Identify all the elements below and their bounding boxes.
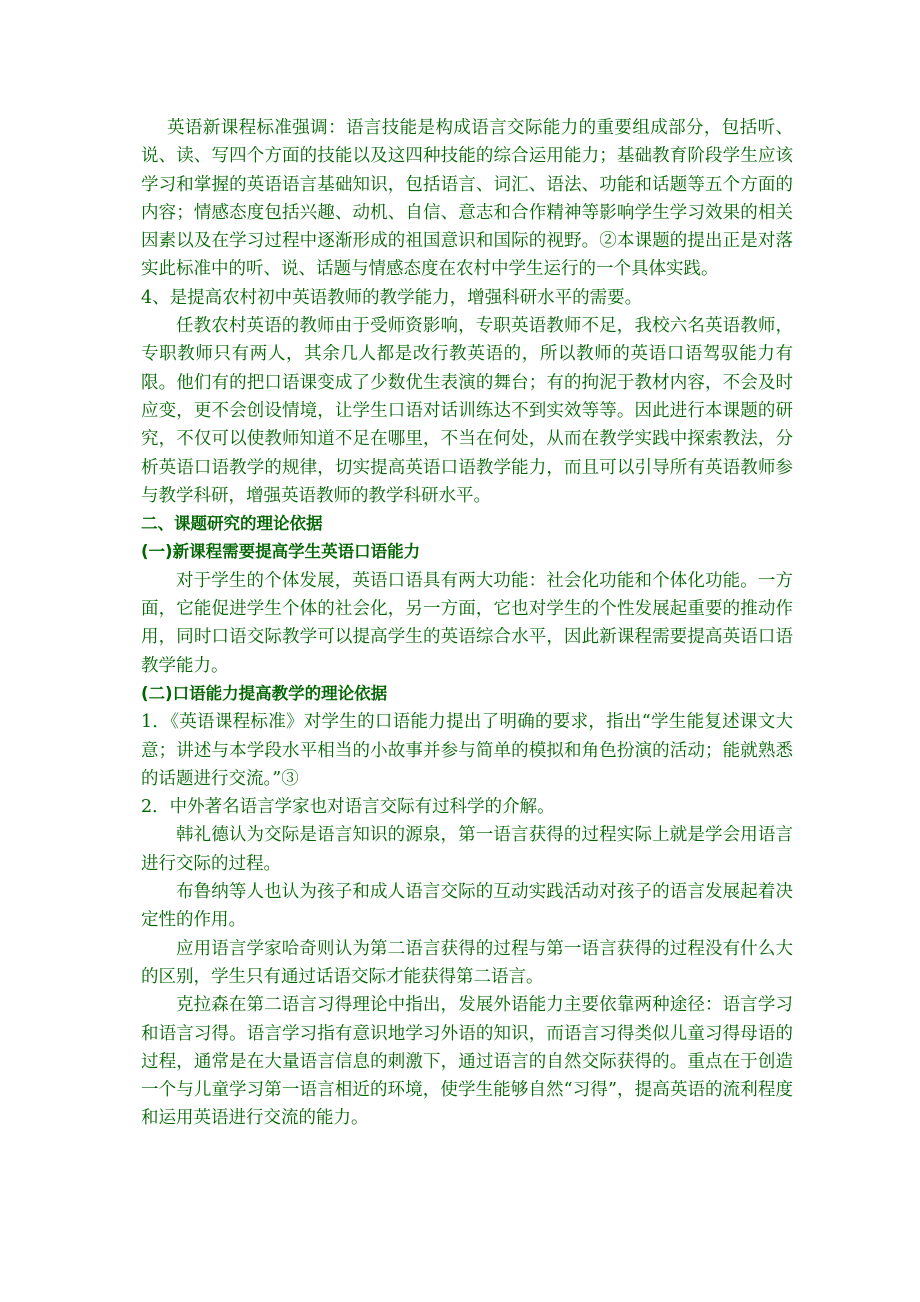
paragraph-oral-functions: 对于学生的个体发展，英语口语具有两大功能：社会化功能和个体化功能。一方面，它能促进学生个体的社会化，另一方面，它也对学生的个性发展起重要的推动作用，同时口语交际教学可以提高学生的英语综合水平，因此新课程需要提高英语口语教学能力。	[141, 570, 793, 676]
paragraph-standard-requirements: 1．《英语课程标准》对学生的口语能力提出了明确的要求，指出“学生能复述课文大意；讲述与本学段水平相当的小故事并参与简单的模拟和角色扮演的活动；能就熟悉的话题进行交流。”③	[141, 712, 793, 789]
paragraph-hatch: 应用语言学家哈奇则认为第二语言获得的过程与第一语言获得的过程没有什么大的区别，学生只有通过话语交际才能获得第二语言。	[141, 938, 793, 987]
subheading-theoretical-basis: (二)口语能力提高教学的理论依据	[141, 683, 388, 703]
paragraph-curriculum-standard: 英语新课程标准强调：语言技能是构成语言交际能力的重要组成部分，包括听、说、读、写四个方面的技能以及这四种技能的综合运用能力；基础教育阶段学生应该学习和掌握的英语语言基础知识，包括语言、词汇、语法、功能和话题等五个方面的内容；情感态度包括兴趣、动机、自信、意志和合作精神等影响学生学习效果的相关因素以及在学习过程中逐渐形成的祖国意识和国际的视野。②本课题的提出正是对落实此标准中的听、说、话题与情感态度在农村中学生运行的一个具体实践。	[141, 118, 793, 280]
paragraph-linguists: 2．中外著名语言学家也对语言交际有过科学的介解。	[141, 797, 555, 818]
paragraph-rural-teachers: 任教农村英语的教师由于受师资影响，专职英语教师不足，我校六名英语教师，专职教师只有两人，其余几人都是改行教英语的，所以教师的英语口语驾驭能力有限。他们有的把口语课变成了少数优生表演的舞台；有的拘泥于教材内容，不会及时应变，更不会创设情境，让学生口语对话训练达不到实效等等。因此进行本课题的研究，不仅可以使教师知道不足在哪里，不当在何处，从而在教学实践中探索教法，分析英语口语教学的规律，切实提高英语口语教学能力，而且可以引导所有英语教师参与教学科研，增强英语教师的教学科研水平。	[141, 316, 793, 506]
paragraph-krashen: 克拉森在第二语言习得理论中指出，发展外语能力主要依靠两种途径：语言学习和语言习得。语言学习指有意识地学习外语的知识，而语言习得类似儿童习得母语的过程，通常是在大量语言信息的刺激下，通过语言的自然交际获得的。重点在于创造一个与儿童学习第一语言相近的环境，使学生能够自然“习得”，提高英语的流利程度和运用英语进行交流的能力。	[141, 995, 793, 1129]
document-page	[141, 114, 793, 1133]
subheading-new-curriculum: (一)新课程需要提高学生英语口语能力	[141, 542, 421, 562]
paragraph-point-4: 4、是提高农村初中英语教师的教学能力，增强科研水平的需要。	[141, 287, 643, 308]
section-heading-theory: 二、课题研究的理论依据	[141, 514, 323, 534]
paragraph-halliday: 韩礼德认为交际是语言知识的源泉，第一语言获得的过程实际上就是学会用语言进行交际的过程。	[141, 825, 793, 874]
paragraph-bruner: 布鲁纳等人也认为孩子和成人语言交际的互动实践活动对孩子的语言发展起着决定性的作用。	[141, 882, 793, 931]
